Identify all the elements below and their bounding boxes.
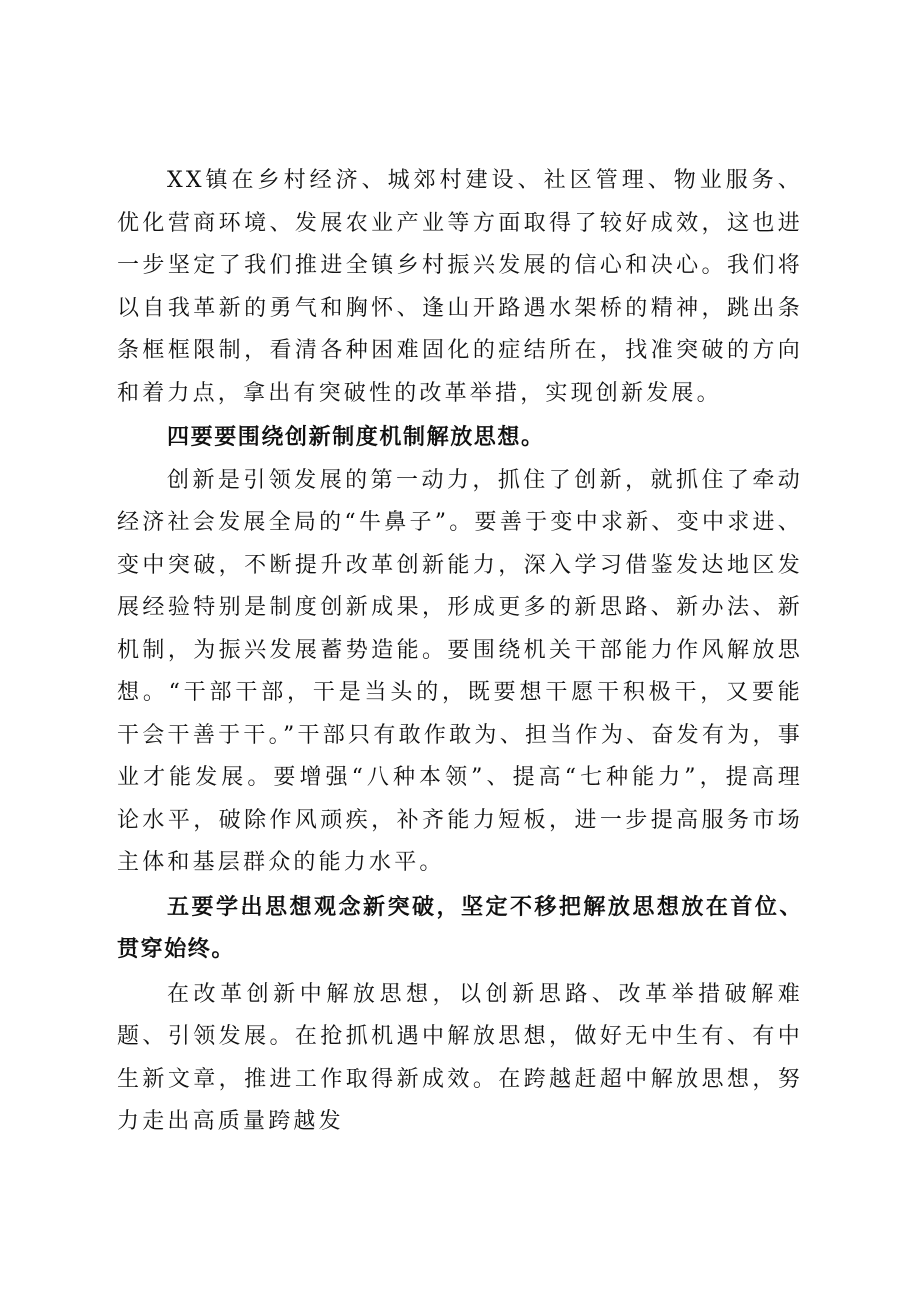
heading-point-five: 五要学出思想观念新突破，坚定不移把解放思想放在首位、贯穿始终。 <box>117 894 803 962</box>
document-body <box>117 160 803 1144</box>
paragraph-innovation-mechanism: 创新是引领发展的第一动力，抓住了创新，就抓住了牵动经济社会发展全局的“牛鼻子”。要善于变中求新、变中求进、变中突破，不断提升改革创新能力，深入学习借鉴发达地区发展经验特别是制度创新成果，形成更多的新思路、新办法、新机制，为振兴发展蓄势造能。要围绕机关干部能力作风解放思想。“干部干部，干是当头的，既要想干愿干积极干，又要能干会干善于干。”干部只有敢作敢为、担当作为、奋发有为，事业才能发展。要增强“八种本领”、提高“七种能力”，提高理论水平，破除作风顽疾，补齐能力短板，进一步提高服务市场主体和基层群众的能力水平。 <box>117 467 803 875</box>
heading-point-four: 四要要围绕创新制度机制解放思想。 <box>167 425 545 450</box>
paragraph-rural-achievements: XX镇在乡村经济、城郊村建设、社区管理、物业服务、优化营商环境、发展农业产业等方面取得了较好成效，这也进一步坚定了我们推进全镇乡村振兴发展的信心和决心。我们将以自我革新的勇气和胸怀、逢山开路遇水架桥的精神，跳出条条框框限制，看清各种困难固化的症结所在，找准突破的方向和着力点，拿出有突破性的改革举措，实现创新发展。 <box>117 168 803 406</box>
paragraph-reform-innovation: 在改革创新中解放思想，以创新思路、改革举措破解难题、引领发展。在抢抓机遇中解放思想，做好无中生有、有中生新文章，推进工作取得新成效。在跨越赶超中解放思想，努力走出高质量跨越发 <box>117 981 803 1134</box>
